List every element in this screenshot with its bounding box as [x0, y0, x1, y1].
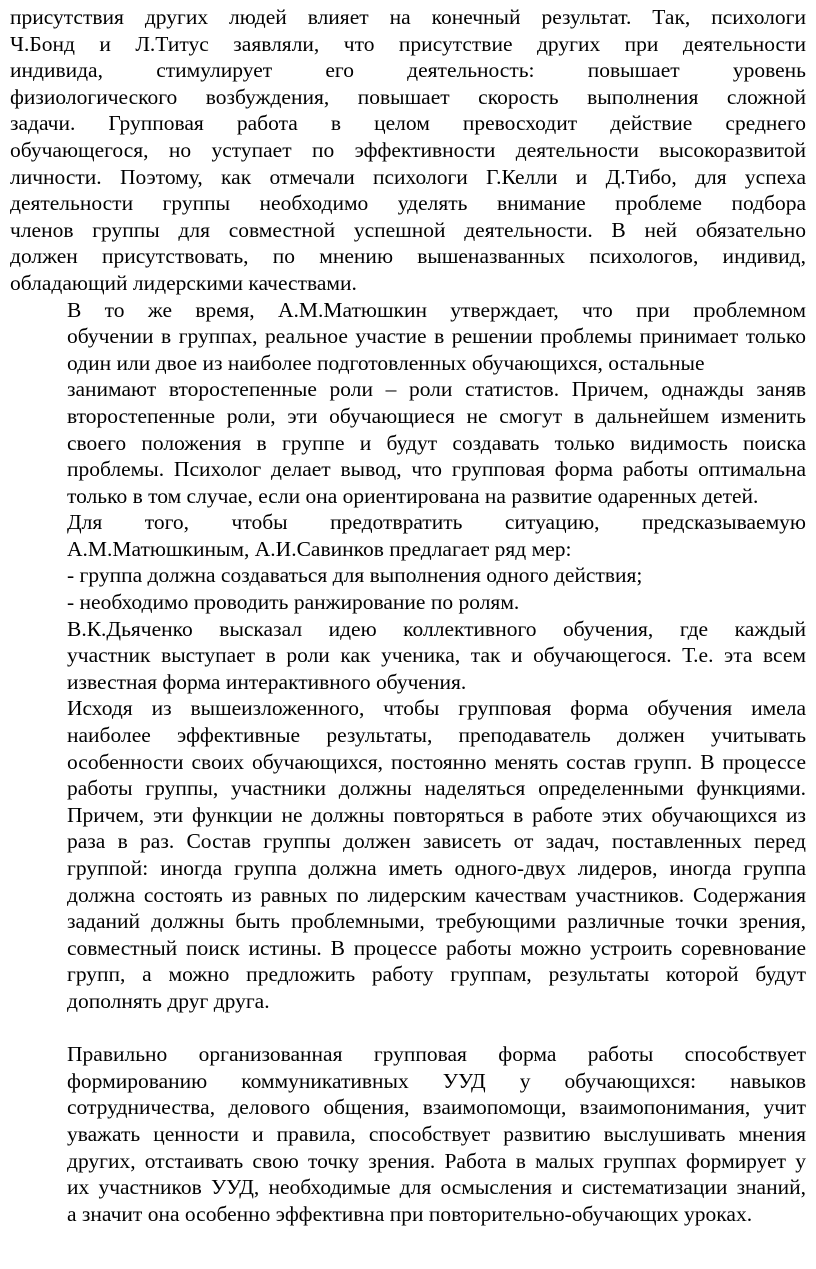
- text-line: Причем, эти функции не должны повторяться в работе этих обучающихся из: [67, 802, 806, 827]
- text-line: Правильно организованная групповая форма работы способствует: [67, 1042, 806, 1067]
- text-line: - необходимо проводить ранжирование по ролям.: [67, 590, 520, 615]
- text-line: только в том случае, если она ориентирована на развитие одаренных детей.: [67, 483, 759, 508]
- text-line: особенности своих обучающихся, постоянно менять состав групп. В процессе: [67, 749, 806, 774]
- text-line: групп, а можно предложить работу группам, результаты которой будут: [67, 962, 806, 987]
- text-line: работы группы, участники должны наделяться определенными функциями.: [67, 776, 806, 801]
- paragraph-5: [10, 695, 806, 1014]
- paragraph-3: [10, 509, 806, 562]
- text-line: сотрудничества, делового общения, взаимопомощи, взаимопонимания, учит: [67, 1095, 806, 1120]
- text-line: задачи. Групповая работа в целом превосходит действие среднего: [10, 111, 806, 136]
- text-line: Исходя из вышеизложенного, чтобы групповая форма обучения имела: [67, 696, 806, 721]
- text-line: обучении в группах, реальное участие в решении проблемы принимает только: [67, 324, 806, 349]
- text-line: участник выступает в роли как ученика, так и обучающегося. Т.е. эта всем: [67, 643, 806, 668]
- list-item-2: [10, 589, 806, 616]
- text-line: - группа должна создаваться для выполнения одного действия;: [67, 563, 643, 588]
- text-line: присутствия других людей влияет на конечный результат. Так, психологи: [10, 5, 806, 29]
- text-line: должен присутствовать, по мнению вышеназванных психологов, индивид,: [10, 244, 806, 269]
- text-line: дополнять друг друга.: [67, 988, 270, 1013]
- text-line: занимают второстепенные роли – роли статистов. Причем, однажды заняв: [67, 377, 806, 402]
- text-line: своего положения в группе и будут создавать только видимость поиска: [67, 430, 806, 455]
- text-line: группой: иногда группа должна иметь одного-двух лидеров, иногда группа: [67, 856, 806, 880]
- paragraph-2: [10, 297, 806, 510]
- text-line: В.К.Дьяченко высказал идею коллективного обучения, где каждый: [67, 616, 806, 641]
- text-line: В то же время, А.М.Матюшкин утверждает, что при проблемном: [67, 297, 806, 322]
- text-line: заданий должны быть проблемными, требующими различные точки зрения,: [67, 909, 806, 934]
- text-line: Для того, чтобы предотвратить ситуацию, предсказываемую: [67, 510, 806, 535]
- text-line: формированию коммуникативных УУД у обучающихся: навыков: [67, 1068, 806, 1093]
- text-line: известная форма интерактивного обучения.: [67, 669, 467, 694]
- text-line: членов группы для совместной успешной деятельности. В ней обязательно: [10, 217, 806, 242]
- text-line: их участников УУД, необходимые для осмысления и систематизации знаний,: [67, 1175, 806, 1200]
- text-line: индивида, стимулирует его деятельность: повышает уровень: [10, 58, 806, 83]
- text-line: совместный поиск истины. В процессе работы можно устроить соревнование: [67, 935, 806, 960]
- text-line: один или двое из наиболее подготовленных обучающихся, остальные: [67, 350, 705, 375]
- text-line: Ч.Бонд и Л.Титус заявляли, что присутствие других при деятельности: [10, 31, 806, 56]
- text-line: должна состоять из равных по лидерским качествам участников. Содержания: [67, 882, 806, 907]
- text-line: обучающегося, но уступает по эффективности деятельности высокоразвитой: [10, 137, 806, 162]
- text-line: А.М.Матюшкиным, А.И.Савинков предлагает ряд мер:: [67, 536, 572, 561]
- text-line: раза в раз. Состав группы должен зависеть от задач, поставленных перед: [67, 829, 806, 854]
- text-line: личности. Поэтому, как отмечали психологи Г.Келли и Д.Тибо, для успеха: [10, 164, 806, 189]
- text-line: деятельности группы необходимо уделять внимание проблеме подбора: [10, 191, 806, 216]
- paragraph-4: [10, 616, 806, 696]
- text-line: других, отстаивать свою точку зрения. Работа в малых группах формирует у: [67, 1148, 806, 1173]
- text-line: физиологического возбуждения, повышает скорость выполнения сложной: [10, 84, 806, 109]
- paragraph-6: [10, 1041, 806, 1227]
- text-line: наиболее эффективные результаты, преподаватель должен учитывать: [67, 723, 806, 748]
- list-item-1: [10, 562, 806, 589]
- paragraph-1: [10, 4, 806, 297]
- text-line: а значит она особенно эффективна при повторительно-обучающих уроках.: [67, 1201, 753, 1226]
- text-line: проблемы. Психолог делает вывод, что групповая форма работы оптимальна: [67, 457, 806, 482]
- text-line: уважать ценности и правила, способствует развитию выслушивать мнения: [67, 1121, 806, 1146]
- text-line: второстепенные роли, эти обучающиеся не смогут в дальнейшем изменить: [67, 403, 806, 428]
- text-line: обладающий лидерскими качествами.: [10, 270, 357, 295]
